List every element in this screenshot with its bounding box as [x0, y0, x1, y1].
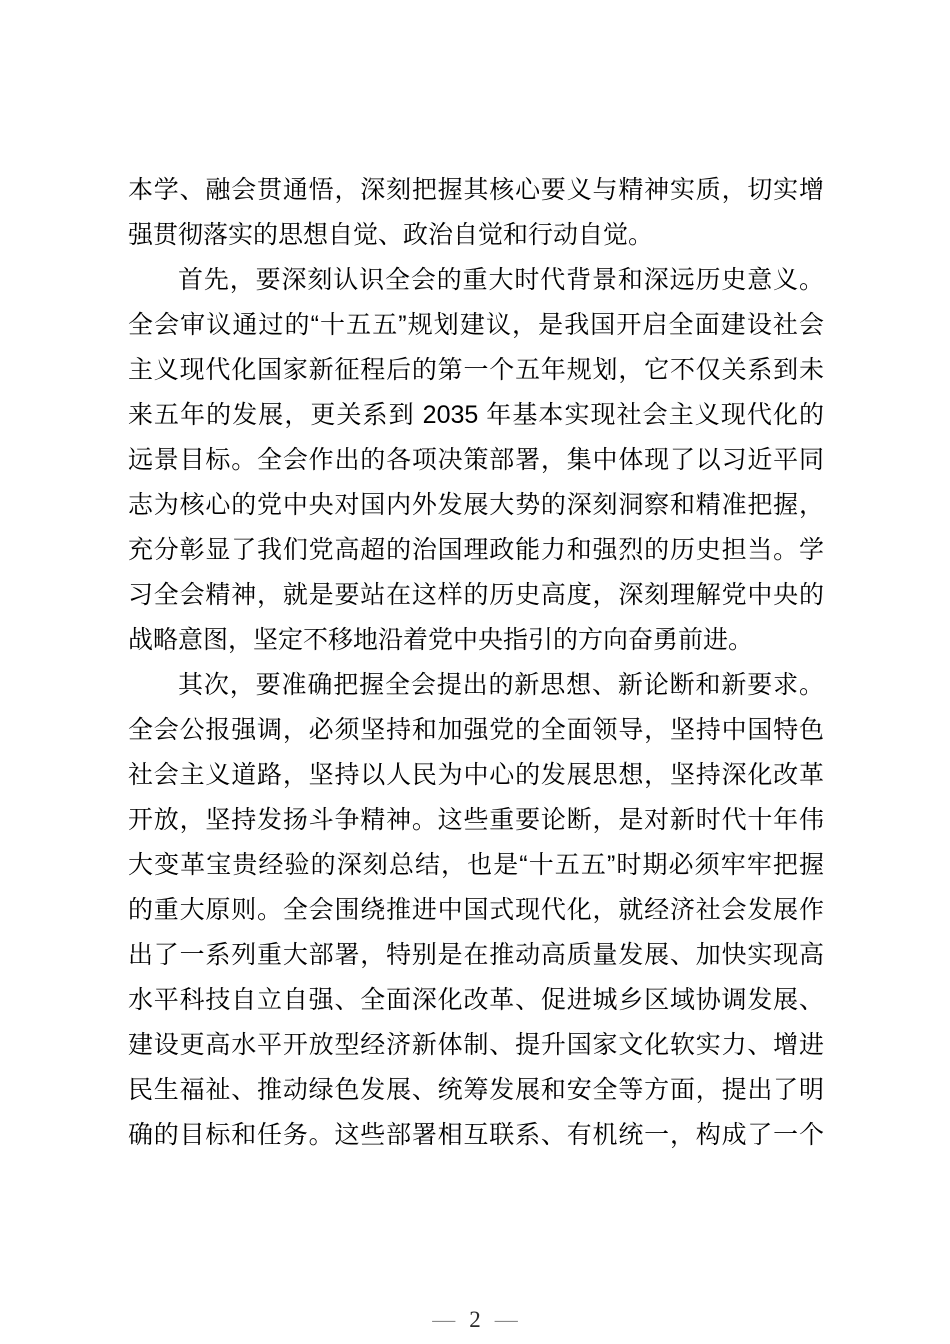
text-line: 习全会精神，就是要站在这样的历史高度，深刻理解党中央的 [128, 581, 824, 609]
paragraph [128, 258, 824, 663]
page-number: 2 [469, 1307, 481, 1332]
text-line: 主义现代化国家新征程后的第一个五年规划，它不仅关系到未 [128, 356, 824, 384]
text-line: 确的目标和任务。这些部署相互联系、有机统一，构成了一个 [128, 1121, 824, 1149]
text-line: 开放，坚持发扬斗争精神。这些重要论断，是对新时代十年伟 [128, 806, 824, 834]
text-line: 其次，要准确把握全会提出的新思想、新论断和新要求。 [178, 671, 824, 699]
text-line: 社会主义道路，坚持以人民为中心的发展思想，坚持深化改革 [128, 761, 824, 789]
text-line: 首先，要深刻认识全会的重大时代背景和深远历史意义。 [178, 266, 824, 294]
document-body [128, 168, 824, 1158]
text-line: 的重大原则。全会围绕推进中国式现代化，就经济社会发展作 [128, 896, 824, 924]
text-line: 本学、融会贯通悟，深刻把握其核心要义与精神实质，切实增 [128, 176, 824, 204]
text-line: 战略意图，坚定不移地沿着党中央指引的方向奋勇前进。 [128, 626, 754, 654]
text-line: 来五年的发展，更关系到 2035 年基本实现社会主义现代化的 [128, 401, 824, 429]
paragraph [128, 663, 824, 1158]
paragraph [128, 168, 824, 258]
text-line: 出了一系列重大部署，特别是在推动高质量发展、加快实现高 [128, 941, 824, 969]
text-line: 民生福祉、推动绿色发展、统筹发展和安全等方面，提出了明 [128, 1076, 824, 1104]
page-footer [0, 1305, 950, 1335]
text-line: 充分彰显了我们党高超的治国理政能力和强烈的历史担当。学 [128, 536, 824, 564]
text-line: 志为核心的党中央对国内外发展大势的深刻洞察和精准把握， [128, 491, 824, 519]
text-line: 全会审议通过的“十五五”规划建议，是我国开启全面建设社会 [128, 311, 824, 339]
text-line: 水平科技自立自强、全面深化改革、促进城乡区域协调发展、 [128, 986, 824, 1014]
text-line: 大变革宝贵经验的深刻总结，也是“十五五”时期必须牢牢把握 [128, 851, 824, 879]
text-line: 全会公报强调，必须坚持和加强党的全面领导，坚持中国特色 [128, 716, 824, 744]
text-line: 建设更高水平开放型经济新体制、提升国家文化软实力、增进 [128, 1031, 824, 1059]
text-line: 远景目标。全会作出的各项决策部署，集中体现了以习近平同 [128, 446, 824, 474]
footer-dash-left: — [432, 1307, 456, 1332]
text-line: 强贯彻落实的思想自觉、政治自觉和行动自觉。 [128, 221, 654, 249]
footer-dash-right: — [494, 1307, 518, 1332]
